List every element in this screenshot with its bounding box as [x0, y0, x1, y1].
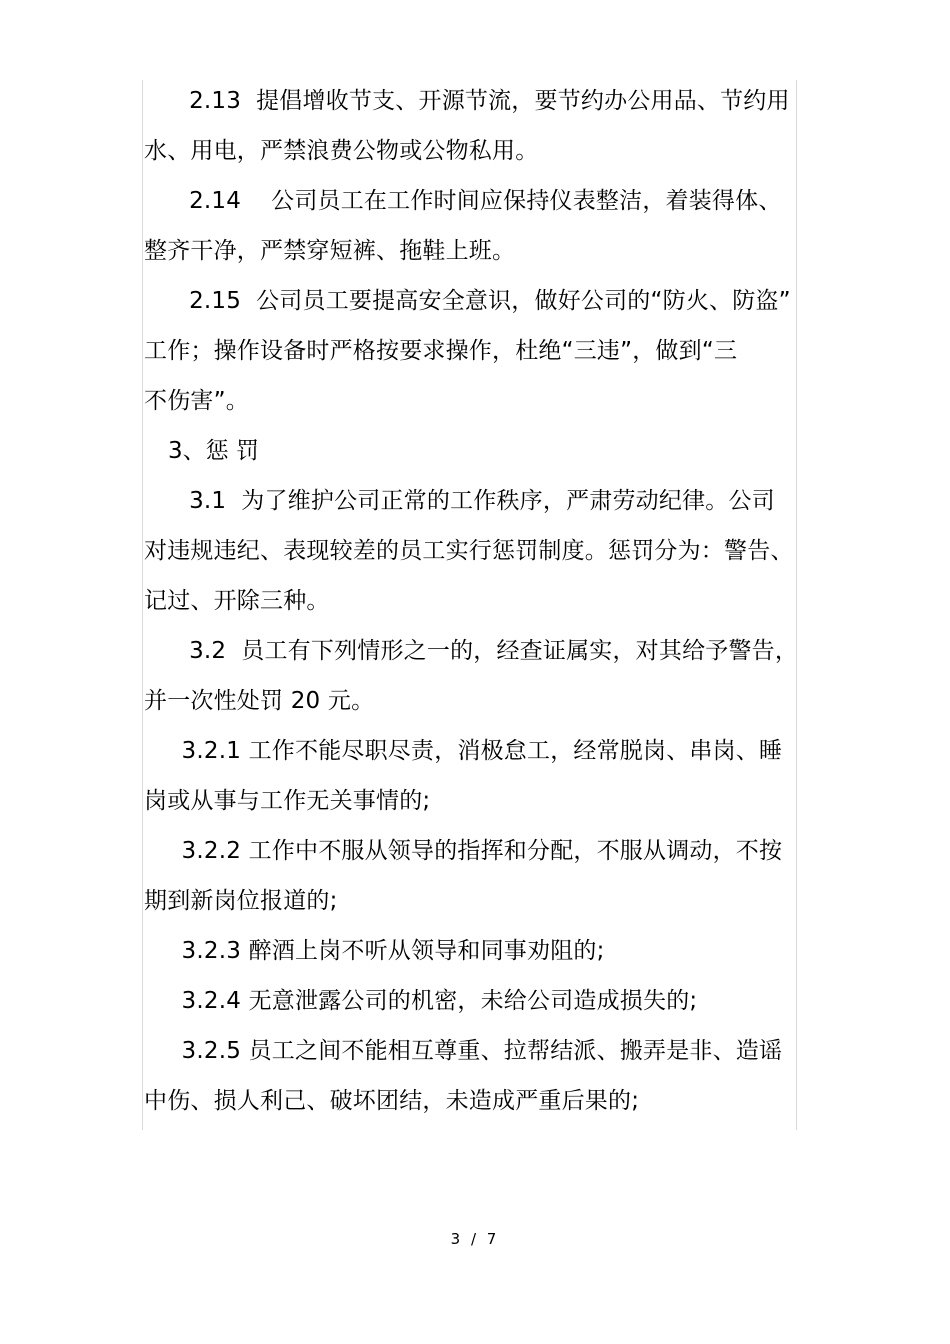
paragraph-line: 对违规违纪、表现较差的员工实行惩罚制度。惩罚分为：警告、 [144, 538, 794, 564]
paragraph-p-3-2-5 [144, 1026, 804, 1126]
paragraph-line: 岗或从事与工作无关事情的; [144, 788, 431, 814]
left-margin-line [142, 80, 143, 1130]
paragraph-p-2-15 [144, 276, 804, 426]
paragraph-line: 中伤、损人利己、破坏团结，未造成严重后果的; [144, 1088, 640, 1114]
paragraph-p-3-2-4 [144, 976, 804, 1026]
document-body [144, 76, 804, 1126]
paragraph-p-3-2 [144, 626, 804, 726]
paragraph-line: 3.2.2 工作中不服从领导的指挥和分配，不服从调动，不按 [144, 838, 783, 864]
paragraph-p-2-13 [144, 76, 804, 176]
paragraph-line: 期到新岗位报道的; [144, 888, 338, 914]
paragraph-line: 3.2 员工有下列情形之一的，经查证属实，对其给予警告， [144, 638, 799, 664]
paragraph-p-3-2-3 [144, 926, 804, 976]
section-heading: 3、惩 罚 [168, 438, 259, 464]
paragraph-line: 3.1 为了维护公司正常的工作秩序，严肃劳动纪律。公司 [144, 488, 775, 514]
paragraph-line: 2.15 公司员工要提高安全意识，做好公司的“防火、防盗” [144, 288, 791, 314]
paragraph-line: 2.14 公司员工在工作时间应保持仪表整洁，着装得体、 [144, 188, 782, 214]
paragraph-line: 并一次性处罚 20 元。 [144, 688, 375, 714]
paragraph-line: 不伤害”。 [144, 388, 249, 414]
paragraph-line: 记过、开除三种。 [144, 588, 330, 614]
paragraph-line: 2.13 提倡增收节支、开源节流，要节约办公用品、节约用 [144, 88, 790, 114]
paragraph-line: 水、用电，严禁浪费公物或公物私用。 [144, 138, 539, 164]
paragraph-p-3-1 [144, 476, 804, 626]
paragraph-p-3-2-1 [144, 726, 804, 826]
paragraph-p-2-14 [144, 176, 804, 276]
paragraph-line: 整齐干净，严禁穿短裤、拖鞋上班。 [144, 238, 516, 264]
paragraph-line: 3.2.1 工作不能尽职尽责，消极怠工，经常脱岗、串岗、睡 [144, 738, 783, 764]
page-number: 3 / 7 [450, 1230, 500, 1248]
paragraph-line: 3.2.5 员工之间不能相互尊重、拉帮结派、搬弄是非、造谣 [144, 1038, 783, 1064]
paragraph-line: 3.2.3 醉酒上岗不听从领导和同事劝阻的; [144, 938, 605, 964]
paragraph-p-3-2-2 [144, 826, 804, 926]
paragraph-line: 3.2.4 无意泄露公司的机密，未给公司造成损失的; [144, 988, 698, 1014]
paragraph-line: 工作；操作设备时严格按要求操作，杜绝“三违”，做到“三 [144, 338, 738, 364]
